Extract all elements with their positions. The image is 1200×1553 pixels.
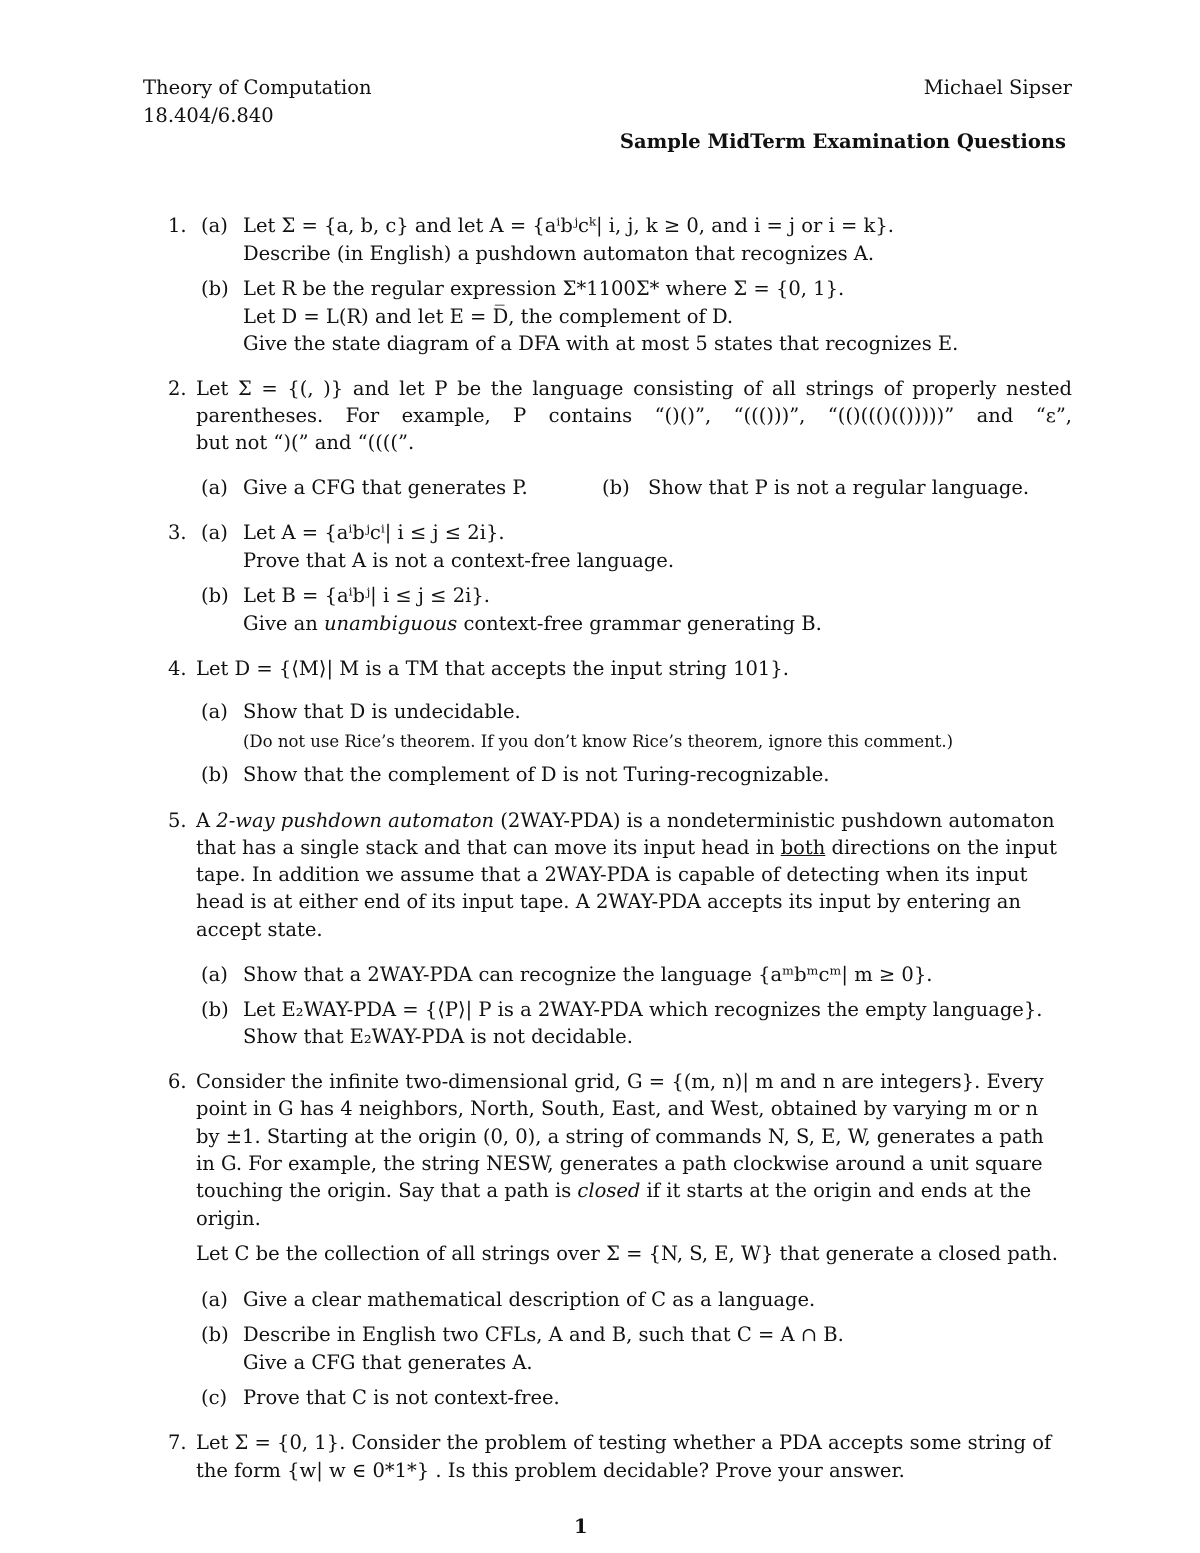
part-label: (a) (201, 214, 228, 237)
part-label: (b) (201, 1323, 229, 1346)
text-run: if it starts at the origin and ends at the (640, 1179, 1032, 1202)
part-label: (a) (201, 963, 228, 986)
emphasis-text: unambiguous (323, 612, 458, 635)
question-text: Let Σ = {(, )} and let P be the language consisting of all strings of properly nested (196, 377, 1072, 400)
part-label: (b) (201, 998, 229, 1021)
question-text: Describe in English two CFLs, A and B, such that C = A ∩ B. (243, 1323, 844, 1346)
question-text: Let D = L(R) and let E = D̅, the complement of D. (243, 305, 734, 328)
part-label: (b) (602, 476, 630, 499)
question-text (196, 1177, 1031, 1204)
question-text: Let Σ = {a, b, c} and let A = {aⁱbʲcᵏ| i, j, k ≥ 0, and i = j or i = k}. (243, 214, 894, 237)
part-label: (a) (201, 521, 228, 544)
text-run: (2WAY-PDA) is a nondeterministic pushdown automaton (494, 809, 1055, 832)
text-run: that has a single stack and that can move its input head in (196, 836, 781, 859)
question-text: Give a CFG that generates A. (243, 1351, 533, 1374)
question-text: Give a clear mathematical description of C as a language. (243, 1288, 816, 1311)
question-text: in G. For example, the string NESW, generates a path clockwise around a unit square (196, 1152, 1043, 1175)
part-label: (c) (201, 1386, 228, 1409)
question-number: 2. (168, 377, 187, 400)
text-run: touching the origin. Say that a path is (196, 1179, 578, 1202)
text-run: context-free grammar generating B. (457, 612, 822, 635)
question-text: head is at either end of its input tape. A 2WAY-PDA accepts its input by entering an (196, 890, 1021, 913)
question-text: origin. (196, 1207, 261, 1230)
question-text: Prove that C is not context-free. (243, 1386, 560, 1409)
question-text: Show that E₂WAY-PDA is not decidable. (243, 1025, 633, 1048)
question-text: Consider the infinite two-dimensional grid, G = {(m, n)| m and n are integers}. Every (196, 1070, 1044, 1093)
part-label: (a) (201, 476, 228, 499)
text-run: directions on the input (825, 836, 1057, 859)
question-text: Give a CFG that generates P. (243, 476, 528, 499)
question-text: Show that a 2WAY-PDA can recognize the language {aᵐbᵐcᵐ| m ≥ 0}. (243, 963, 933, 986)
question-number: 3. (168, 521, 187, 544)
emphasis-text: 2-way pushdown automaton (216, 809, 495, 832)
question-text: Show that P is not a regular language. (648, 476, 1030, 499)
course-number: 18.404/6.840 (143, 104, 274, 127)
question-text: Let B = {aⁱbʲ| i ≤ j ≤ 2i}. (243, 584, 490, 607)
question-text: Prove that A is not a context-free language. (243, 549, 675, 572)
question-text: Let C be the collection of all strings over Σ = {N, S, E, W} that generate a closed path. (196, 1242, 1058, 1265)
question-text: Show that D is undecidable. (243, 700, 521, 723)
question-number: 7. (168, 1431, 187, 1454)
question-text: by ±1. Starting at the origin (0, 0), a string of commands N, S, E, W, generates a path (196, 1125, 1044, 1148)
question-text: Describe (in English) a pushdown automaton that recognizes A. (243, 242, 875, 265)
question-text: point in G has 4 neighbors, North, South, East, and West, obtained by varying m or n (196, 1097, 1039, 1120)
text-run: Give an (243, 612, 324, 635)
question-number: 4. (168, 657, 187, 680)
question-number: 1. (168, 214, 187, 237)
question-text (196, 834, 1057, 861)
text-run: A (196, 809, 217, 832)
question-text (196, 807, 1055, 834)
author-name: Michael Sipser (923, 76, 1072, 99)
question-text: Let D = {⟨M⟩| M is a TM that accepts the input string 101}. (196, 657, 789, 680)
question-text: but not “)(” and “((((”. (196, 431, 415, 454)
exam-title: Sample MidTerm Examination Questions (619, 130, 1066, 153)
page-number: 1 (574, 1515, 588, 1538)
question-text: tape. In addition we assume that a 2WAY-PDA is capable of detecting when its input (196, 863, 1028, 886)
question-text: accept state. (196, 918, 323, 941)
part-label: (b) (201, 584, 229, 607)
question-text: Let R be the regular expression Σ*1100Σ* where Σ = {0, 1}. (243, 277, 845, 300)
part-label: (b) (201, 763, 229, 786)
question-text: Let A = {aⁱbʲcⁱ| i ≤ j ≤ 2i}. (243, 521, 505, 544)
question-number: 5. (168, 809, 187, 832)
question-text: Let E₂WAY-PDA = {⟨P⟩| P is a 2WAY-PDA which recognizes the empty language}. (243, 998, 1043, 1021)
question-text: parentheses. For example, P contains “()()”, “((()))”, “(()((()(()))))” and “ε”, (196, 404, 1072, 427)
part-label: (a) (201, 700, 228, 723)
underlined-text: both (780, 836, 826, 859)
course-title: Theory of Computation (143, 76, 372, 99)
question-text: Let Σ = {0, 1}. Consider the problem of testing whether a PDA accepts some string of (196, 1431, 1052, 1454)
question-text: the form {w| w ∈ 0*1*} . Is this problem decidable? Prove your answer. (196, 1459, 905, 1482)
question-text: Show that the complement of D is not Turing-recognizable. (243, 763, 830, 786)
question-text (243, 610, 822, 637)
part-label: (a) (201, 1288, 228, 1311)
question-note: (Do not use Rice’s theorem. If you don’t know Rice’s theorem, ignore this comment.) (243, 732, 954, 751)
emphasis-text: closed (577, 1179, 641, 1202)
question-text: Give the state diagram of a DFA with at most 5 states that recognizes E. (243, 332, 959, 355)
part-label: (b) (201, 277, 229, 300)
question-number: 6. (168, 1070, 187, 1093)
